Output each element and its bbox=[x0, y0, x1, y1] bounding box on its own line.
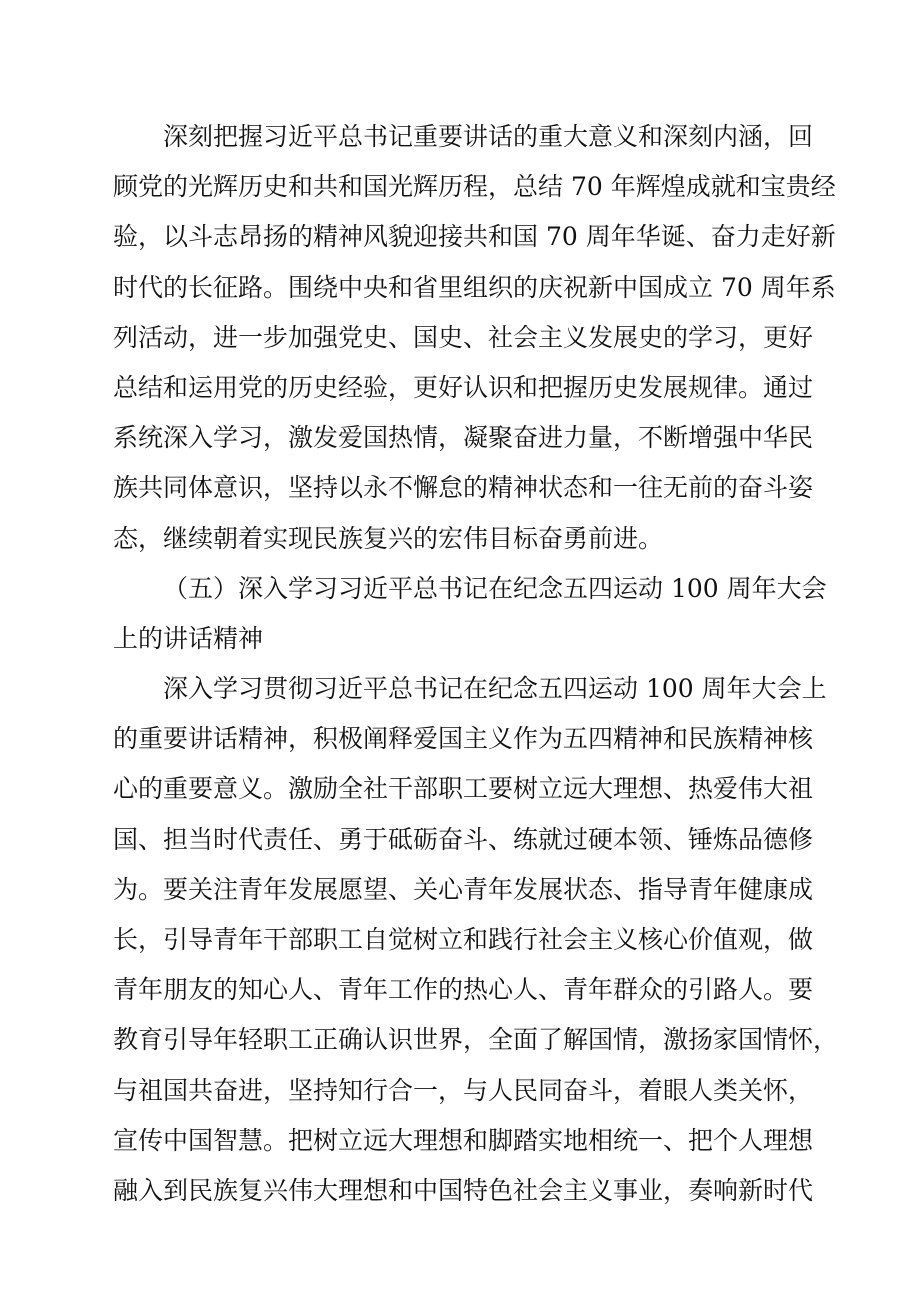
text-line: 教育引导年轻职工正确认识世界，全面了解国情，激扬家国情怀， bbox=[113, 1025, 839, 1055]
text-line: 与祖国共奋进，坚持知行合一，与人民同奋斗，着眼人类关怀， bbox=[113, 1075, 814, 1105]
text-line: 族共同体意识，坚持以永不懈怠的精神状态和一往无前的奋斗姿 bbox=[113, 473, 814, 503]
text-line: 验，以斗志昂扬的精神风貌迎接共和国 70 周年华诞、奋力走好新 bbox=[113, 222, 836, 252]
text-line: 系统深入学习，激发爱国热情，凝聚奋进力量，不断增强中华民 bbox=[113, 423, 814, 453]
text-line: 为。要关注青年发展愿望、关心青年发展状态、指导青年健康成 bbox=[113, 874, 814, 904]
text-line: 心的重要意义。激励全社干部职工要树立远大理想、热爱伟大祖 bbox=[113, 774, 814, 804]
text-line: 时代的长征路。围绕中央和省里组织的庆祝新中国成立 70 周年系 bbox=[113, 272, 836, 302]
heading-line: 上的讲话精神 bbox=[113, 623, 264, 653]
text-line: 顾党的光辉历史和共和国光辉历程，总结 70 年辉煌成就和宝贵经 bbox=[113, 172, 836, 202]
text-line: 深入学习贯彻习近平总书记在纪念五四运动 100 周年大会上 bbox=[163, 674, 827, 704]
text-line: 青年朋友的知心人、青年工作的热心人、青年群众的引路人。要 bbox=[113, 975, 814, 1005]
text-line: 总结和运用党的历史经验，更好认识和把握历史发展规律。通过 bbox=[113, 372, 814, 402]
paragraph-commemoration-70th bbox=[113, 112, 836, 564]
text-line: 长，引导青年干部职工自觉树立和践行社会主义核心价值观，做 bbox=[113, 925, 814, 954]
text-line: 国、担当时代责任、勇于砥砺奋斗、练就过硬本领、锤炼品德修 bbox=[113, 824, 814, 854]
text-line: 深刻把握习近平总书记重要讲话的重大意义和深刻内涵，回 bbox=[163, 122, 814, 151]
text-line: 宣传中国智慧。把树立远大理想和脚踏实地相统一、把个人理想 bbox=[113, 1125, 814, 1155]
heading-line: （五）深入学习习近平总书记在纪念五四运动 100 周年大会 bbox=[163, 573, 827, 603]
section-heading-5 bbox=[113, 564, 827, 664]
document-body bbox=[113, 112, 839, 1216]
text-line: 的重要讲话精神，积极阐释爱国主义作为五四精神和民族精神核 bbox=[113, 724, 814, 754]
text-line: 列活动，进一步加强党史、国史、社会主义发展史的学习，更好 bbox=[113, 322, 814, 352]
paragraph-may-fourth-speech bbox=[113, 664, 839, 1216]
text-line: 融入到民族复兴伟大理想和中国特色社会主义事业，奏响新时代 bbox=[113, 1175, 814, 1205]
text-line: 态，继续朝着实现民族复兴的宏伟目标奋勇前进。 bbox=[113, 523, 664, 553]
